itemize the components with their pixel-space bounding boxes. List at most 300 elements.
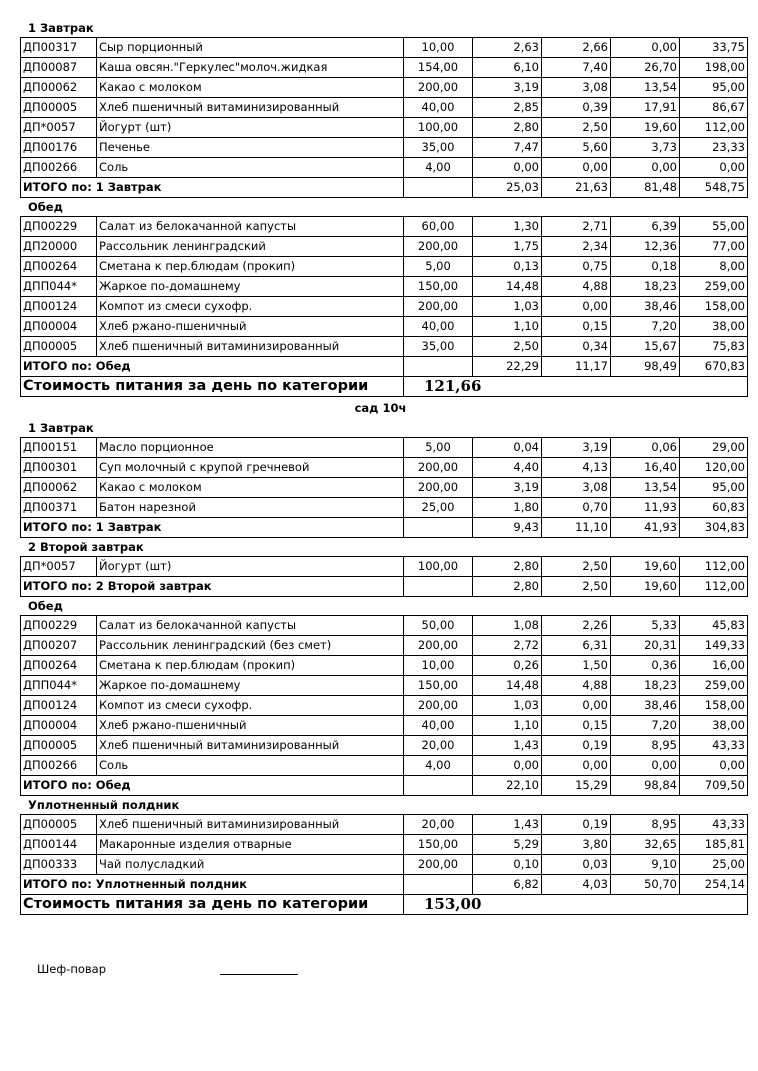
proteins: 1,43 bbox=[473, 736, 542, 756]
carbohydrates: 6,39 bbox=[611, 217, 680, 237]
total-proteins: 2,80 bbox=[473, 577, 542, 597]
table-row bbox=[21, 815, 748, 835]
portion-weight: 200,00 bbox=[404, 78, 473, 98]
table-row bbox=[21, 736, 748, 756]
dish-code: ДПП044* bbox=[21, 277, 97, 297]
dish-name: Макаронные изделия отварные bbox=[97, 835, 404, 855]
table-row bbox=[21, 78, 748, 98]
total-label: ИТОГО по: Уплотненный полдник bbox=[21, 875, 404, 895]
carbohydrates: 16,40 bbox=[611, 458, 680, 478]
dish-code: ДП00124 bbox=[21, 297, 97, 317]
total-row bbox=[21, 357, 748, 377]
total-weight bbox=[404, 875, 473, 895]
calories: 112,00 bbox=[680, 118, 748, 138]
carbohydrates: 18,23 bbox=[611, 676, 680, 696]
calories: 120,00 bbox=[680, 458, 748, 478]
calories: 43,33 bbox=[680, 815, 748, 835]
dish-code: ДП00266 bbox=[21, 158, 97, 178]
dish-name: Жаркое по-домашнему bbox=[97, 277, 404, 297]
fats: 5,60 bbox=[542, 138, 611, 158]
proteins: 5,29 bbox=[473, 835, 542, 855]
carbohydrates: 0,00 bbox=[611, 38, 680, 58]
dish-code: ДП00004 bbox=[21, 716, 97, 736]
dish-code: ДП00004 bbox=[21, 317, 97, 337]
carbohydrates: 5,33 bbox=[611, 616, 680, 636]
carbohydrates: 13,54 bbox=[611, 78, 680, 98]
fats: 0,34 bbox=[542, 337, 611, 357]
portion-weight: 100,00 bbox=[404, 557, 473, 577]
dish-code: ДП00005 bbox=[21, 337, 97, 357]
calories: 95,00 bbox=[680, 478, 748, 498]
carbohydrates: 19,60 bbox=[611, 557, 680, 577]
carbohydrates: 9,10 bbox=[611, 855, 680, 875]
carbohydrates: 38,46 bbox=[611, 696, 680, 716]
dish-name: Чай полусладкий bbox=[97, 855, 404, 875]
category-title: сад 10ч bbox=[354, 401, 407, 415]
carbohydrates: 0,18 bbox=[611, 257, 680, 277]
dish-name: Соль bbox=[97, 158, 404, 178]
fats: 0,00 bbox=[542, 756, 611, 776]
total-calories: 254,14 bbox=[680, 875, 748, 895]
total-label: ИТОГО по: 2 Второй завтрак bbox=[21, 577, 404, 597]
dish-code: ДП00151 bbox=[21, 438, 97, 458]
proteins: 1,80 bbox=[473, 498, 542, 518]
dish-name: Хлеб пшеничный витаминизированный bbox=[97, 736, 404, 756]
dish-code: ДП00266 bbox=[21, 756, 97, 776]
meal-section-title: 2 Второй завтрак bbox=[28, 540, 144, 554]
portion-weight: 50,00 bbox=[404, 616, 473, 636]
portion-weight: 40,00 bbox=[404, 98, 473, 118]
calories: 86,67 bbox=[680, 98, 748, 118]
carbohydrates: 26,70 bbox=[611, 58, 680, 78]
fats: 0,03 bbox=[542, 855, 611, 875]
table-row bbox=[21, 557, 748, 577]
dish-code: ДП*0057 bbox=[21, 557, 97, 577]
cost-label: Стоимость питания за день по категории bbox=[21, 377, 404, 397]
portion-weight: 10,00 bbox=[404, 656, 473, 676]
table-row bbox=[21, 676, 748, 696]
portion-weight: 100,00 bbox=[404, 118, 473, 138]
dish-name: Жаркое по-домашнему bbox=[97, 676, 404, 696]
dish-name: Суп молочный с крупой гречневой bbox=[97, 458, 404, 478]
fats: 2,66 bbox=[542, 38, 611, 58]
meal-table bbox=[20, 216, 748, 397]
carbohydrates: 3,73 bbox=[611, 138, 680, 158]
proteins: 2,50 bbox=[473, 337, 542, 357]
calories: 0,00 bbox=[680, 158, 748, 178]
total-row bbox=[21, 577, 748, 597]
total-carbohydrates: 50,70 bbox=[611, 875, 680, 895]
fats: 6,31 bbox=[542, 636, 611, 656]
table-row bbox=[21, 855, 748, 875]
dish-code: ДП00333 bbox=[21, 855, 97, 875]
total-fats: 2,50 bbox=[542, 577, 611, 597]
fats: 0,19 bbox=[542, 736, 611, 756]
fats: 0,00 bbox=[542, 696, 611, 716]
total-weight bbox=[404, 776, 473, 796]
total-proteins: 22,29 bbox=[473, 357, 542, 377]
dish-name: Хлеб пшеничный витаминизированный bbox=[97, 815, 404, 835]
total-row bbox=[21, 178, 748, 198]
table-row bbox=[21, 438, 748, 458]
calories: 55,00 bbox=[680, 217, 748, 237]
table-row bbox=[21, 636, 748, 656]
cost-row bbox=[21, 377, 748, 397]
total-proteins: 9,43 bbox=[473, 518, 542, 538]
dish-name: Печенье bbox=[97, 138, 404, 158]
proteins: 3,19 bbox=[473, 478, 542, 498]
proteins: 1,10 bbox=[473, 317, 542, 337]
proteins: 1,30 bbox=[473, 217, 542, 237]
portion-weight: 150,00 bbox=[404, 277, 473, 297]
total-label: ИТОГО по: Обед bbox=[21, 776, 404, 796]
proteins: 4,40 bbox=[473, 458, 542, 478]
fats: 2,26 bbox=[542, 616, 611, 636]
proteins: 2,80 bbox=[473, 118, 542, 138]
dish-name: Масло порционное bbox=[97, 438, 404, 458]
chef-signature-label: Шеф-повар bbox=[37, 962, 107, 976]
dish-code: ДП00144 bbox=[21, 835, 97, 855]
dish-name: Соль bbox=[97, 756, 404, 776]
table-row bbox=[21, 217, 748, 237]
dish-name: Компот из смеси сухофр. bbox=[97, 297, 404, 317]
proteins: 2,85 bbox=[473, 98, 542, 118]
portion-weight: 5,00 bbox=[404, 257, 473, 277]
fats: 7,40 bbox=[542, 58, 611, 78]
total-carbohydrates: 98,84 bbox=[611, 776, 680, 796]
total-row bbox=[21, 518, 748, 538]
calories: 112,00 bbox=[680, 557, 748, 577]
dish-code: ДП00062 bbox=[21, 78, 97, 98]
calories: 33,75 bbox=[680, 38, 748, 58]
dish-name: Хлеб пшеничный витаминизированный bbox=[97, 98, 404, 118]
table-row bbox=[21, 158, 748, 178]
cost-value: 121,66 bbox=[404, 377, 748, 397]
portion-weight: 40,00 bbox=[404, 716, 473, 736]
table-row bbox=[21, 38, 748, 58]
fats: 3,80 bbox=[542, 835, 611, 855]
calories: 16,00 bbox=[680, 656, 748, 676]
proteins: 2,80 bbox=[473, 557, 542, 577]
portion-weight: 10,00 bbox=[404, 38, 473, 58]
portion-weight: 4,00 bbox=[404, 756, 473, 776]
calories: 77,00 bbox=[680, 237, 748, 257]
table-row bbox=[21, 297, 748, 317]
portion-weight: 200,00 bbox=[404, 237, 473, 257]
meal-section-title: 1 Завтрак bbox=[28, 21, 94, 35]
total-proteins: 22,10 bbox=[473, 776, 542, 796]
portion-weight: 5,00 bbox=[404, 438, 473, 458]
dish-name: Компот из смеси сухофр. bbox=[97, 696, 404, 716]
fats: 0,75 bbox=[542, 257, 611, 277]
dish-code: ДП00005 bbox=[21, 736, 97, 756]
carbohydrates: 7,20 bbox=[611, 317, 680, 337]
proteins: 7,47 bbox=[473, 138, 542, 158]
carbohydrates: 0,00 bbox=[611, 756, 680, 776]
dish-name: Хлеб пшеничный витаминизированный bbox=[97, 337, 404, 357]
calories: 45,83 bbox=[680, 616, 748, 636]
meal-section-title: Уплотненный полдник bbox=[28, 798, 180, 812]
dish-name: Хлеб ржано-пшеничный bbox=[97, 716, 404, 736]
calories: 43,33 bbox=[680, 736, 748, 756]
carbohydrates: 0,00 bbox=[611, 158, 680, 178]
portion-weight: 200,00 bbox=[404, 636, 473, 656]
table-row bbox=[21, 138, 748, 158]
table-row bbox=[21, 277, 748, 297]
fats: 3,08 bbox=[542, 478, 611, 498]
fats: 4,13 bbox=[542, 458, 611, 478]
calories: 38,00 bbox=[680, 716, 748, 736]
carbohydrates: 18,23 bbox=[611, 277, 680, 297]
total-fats: 21,63 bbox=[542, 178, 611, 198]
portion-weight: 200,00 bbox=[404, 297, 473, 317]
table-row bbox=[21, 696, 748, 716]
table-row bbox=[21, 58, 748, 78]
fats: 2,34 bbox=[542, 237, 611, 257]
fats: 0,00 bbox=[542, 297, 611, 317]
dish-code: ДП00301 bbox=[21, 458, 97, 478]
meal-section-title: Обед bbox=[28, 599, 63, 613]
total-calories: 112,00 bbox=[680, 577, 748, 597]
cost-row bbox=[21, 895, 748, 915]
dish-name: Батон нарезной bbox=[97, 498, 404, 518]
proteins: 6,10 bbox=[473, 58, 542, 78]
portion-weight: 20,00 bbox=[404, 815, 473, 835]
proteins: 1,43 bbox=[473, 815, 542, 835]
proteins: 1,75 bbox=[473, 237, 542, 257]
total-proteins: 25,03 bbox=[473, 178, 542, 198]
calories: 25,00 bbox=[680, 855, 748, 875]
dish-code: ДП00229 bbox=[21, 616, 97, 636]
carbohydrates: 17,91 bbox=[611, 98, 680, 118]
dish-name: Йогурт (шт) bbox=[97, 118, 404, 138]
calories: 158,00 bbox=[680, 297, 748, 317]
proteins: 2,63 bbox=[473, 38, 542, 58]
carbohydrates: 0,36 bbox=[611, 656, 680, 676]
dish-name: Рассольник ленинградский (без смет) bbox=[97, 636, 404, 656]
meal-table bbox=[20, 556, 748, 597]
calories: 60,83 bbox=[680, 498, 748, 518]
portion-weight: 25,00 bbox=[404, 498, 473, 518]
meal-table bbox=[20, 437, 748, 538]
total-weight bbox=[404, 577, 473, 597]
table-row bbox=[21, 337, 748, 357]
table-row bbox=[21, 478, 748, 498]
proteins: 0,00 bbox=[473, 756, 542, 776]
proteins: 2,72 bbox=[473, 636, 542, 656]
dish-name: Сметана к пер.блюдам (прокип) bbox=[97, 257, 404, 277]
portion-weight: 154,00 bbox=[404, 58, 473, 78]
proteins: 0,04 bbox=[473, 438, 542, 458]
dish-code: ДП00207 bbox=[21, 636, 97, 656]
total-weight bbox=[404, 178, 473, 198]
fats: 2,50 bbox=[542, 118, 611, 138]
calories: 185,81 bbox=[680, 835, 748, 855]
fats: 1,50 bbox=[542, 656, 611, 676]
menu-document bbox=[20, 19, 745, 915]
carbohydrates: 7,20 bbox=[611, 716, 680, 736]
portion-weight: 200,00 bbox=[404, 696, 473, 716]
dish-name: Салат из белокачанной капусты bbox=[97, 217, 404, 237]
portion-weight: 200,00 bbox=[404, 478, 473, 498]
total-calories: 670,83 bbox=[680, 357, 748, 377]
fats: 0,15 bbox=[542, 716, 611, 736]
calories: 198,00 bbox=[680, 58, 748, 78]
portion-weight: 35,00 bbox=[404, 337, 473, 357]
fats: 0,19 bbox=[542, 815, 611, 835]
dish-name: Каша овсян."Геркулес"молоч.жидкая bbox=[97, 58, 404, 78]
fats: 2,71 bbox=[542, 217, 611, 237]
proteins: 1,08 bbox=[473, 616, 542, 636]
calories: 38,00 bbox=[680, 317, 748, 337]
proteins: 3,19 bbox=[473, 78, 542, 98]
carbohydrates: 8,95 bbox=[611, 736, 680, 756]
calories: 75,83 bbox=[680, 337, 748, 357]
carbohydrates: 0,06 bbox=[611, 438, 680, 458]
dish-code: ДП20000 bbox=[21, 237, 97, 257]
calories: 8,00 bbox=[680, 257, 748, 277]
total-weight bbox=[404, 518, 473, 538]
table-row bbox=[21, 656, 748, 676]
table-row bbox=[21, 118, 748, 138]
carbohydrates: 11,93 bbox=[611, 498, 680, 518]
calories: 23,33 bbox=[680, 138, 748, 158]
total-fats: 11,10 bbox=[542, 518, 611, 538]
table-row bbox=[21, 458, 748, 478]
total-weight bbox=[404, 357, 473, 377]
calories: 158,00 bbox=[680, 696, 748, 716]
dish-name: Какао с молоком bbox=[97, 78, 404, 98]
total-label: ИТОГО по: 1 Завтрак bbox=[21, 178, 404, 198]
proteins: 0,13 bbox=[473, 257, 542, 277]
meal-table bbox=[20, 814, 748, 915]
calories: 95,00 bbox=[680, 78, 748, 98]
table-row bbox=[21, 257, 748, 277]
total-row bbox=[21, 776, 748, 796]
portion-weight: 40,00 bbox=[404, 317, 473, 337]
portion-weight: 35,00 bbox=[404, 138, 473, 158]
carbohydrates: 32,65 bbox=[611, 835, 680, 855]
carbohydrates: 38,46 bbox=[611, 297, 680, 317]
table-row bbox=[21, 756, 748, 776]
proteins: 14,48 bbox=[473, 676, 542, 696]
dish-code: ДП00264 bbox=[21, 257, 97, 277]
total-label: ИТОГО по: Обед bbox=[21, 357, 404, 377]
total-carbohydrates: 19,60 bbox=[611, 577, 680, 597]
table-row bbox=[21, 498, 748, 518]
dish-code: ДП00371 bbox=[21, 498, 97, 518]
table-row bbox=[21, 317, 748, 337]
total-row bbox=[21, 875, 748, 895]
dish-code: ДП00176 bbox=[21, 138, 97, 158]
dish-name: Салат из белокачанной капусты bbox=[97, 616, 404, 636]
carbohydrates: 8,95 bbox=[611, 815, 680, 835]
proteins: 0,26 bbox=[473, 656, 542, 676]
fats: 4,88 bbox=[542, 676, 611, 696]
meal-table bbox=[20, 615, 748, 796]
total-fats: 4,03 bbox=[542, 875, 611, 895]
carbohydrates: 19,60 bbox=[611, 118, 680, 138]
portion-weight: 20,00 bbox=[404, 736, 473, 756]
cost-value: 153,00 bbox=[404, 895, 748, 915]
total-fats: 15,29 bbox=[542, 776, 611, 796]
meal-table bbox=[20, 37, 748, 198]
cost-label: Стоимость питания за день по категории bbox=[21, 895, 404, 915]
carbohydrates: 20,31 bbox=[611, 636, 680, 656]
dish-code: ДП00005 bbox=[21, 98, 97, 118]
carbohydrates: 12,36 bbox=[611, 237, 680, 257]
fats: 2,50 bbox=[542, 557, 611, 577]
fats: 0,00 bbox=[542, 158, 611, 178]
total-carbohydrates: 98,49 bbox=[611, 357, 680, 377]
dish-name: Йогурт (шт) bbox=[97, 557, 404, 577]
table-row bbox=[21, 616, 748, 636]
total-calories: 548,75 bbox=[680, 178, 748, 198]
total-proteins: 6,82 bbox=[473, 875, 542, 895]
table-row bbox=[21, 237, 748, 257]
dish-name: Какао с молоком bbox=[97, 478, 404, 498]
fats: 3,08 bbox=[542, 78, 611, 98]
total-carbohydrates: 41,93 bbox=[611, 518, 680, 538]
fats: 4,88 bbox=[542, 277, 611, 297]
calories: 259,00 bbox=[680, 676, 748, 696]
portion-weight: 150,00 bbox=[404, 835, 473, 855]
signature-line bbox=[220, 974, 298, 975]
meal-section-title: Обед bbox=[28, 200, 63, 214]
fats: 0,15 bbox=[542, 317, 611, 337]
dish-name: Сметана к пер.блюдам (прокип) bbox=[97, 656, 404, 676]
total-label: ИТОГО по: 1 Завтрак bbox=[21, 518, 404, 538]
carbohydrates: 13,54 bbox=[611, 478, 680, 498]
portion-weight: 200,00 bbox=[404, 855, 473, 875]
calories: 259,00 bbox=[680, 277, 748, 297]
dish-name: Хлеб ржано-пшеничный bbox=[97, 317, 404, 337]
dish-code: ДПП044* bbox=[21, 676, 97, 696]
portion-weight: 4,00 bbox=[404, 158, 473, 178]
calories: 29,00 bbox=[680, 438, 748, 458]
proteins: 0,10 bbox=[473, 855, 542, 875]
proteins: 0,00 bbox=[473, 158, 542, 178]
fats: 3,19 bbox=[542, 438, 611, 458]
fats: 0,70 bbox=[542, 498, 611, 518]
calories: 149,33 bbox=[680, 636, 748, 656]
total-fats: 11,17 bbox=[542, 357, 611, 377]
dish-code: ДП00229 bbox=[21, 217, 97, 237]
total-calories: 709,50 bbox=[680, 776, 748, 796]
dish-code: ДП00124 bbox=[21, 696, 97, 716]
dish-code: ДП00317 bbox=[21, 38, 97, 58]
proteins: 1,03 bbox=[473, 297, 542, 317]
dish-code: ДП00062 bbox=[21, 478, 97, 498]
dish-code: ДП00087 bbox=[21, 58, 97, 78]
total-calories: 304,83 bbox=[680, 518, 748, 538]
table-row bbox=[21, 716, 748, 736]
dish-code: ДП00005 bbox=[21, 815, 97, 835]
table-row bbox=[21, 98, 748, 118]
dish-name: Рассольник ленинградский bbox=[97, 237, 404, 257]
fats: 0,39 bbox=[542, 98, 611, 118]
portion-weight: 60,00 bbox=[404, 217, 473, 237]
dish-code: ДП*0057 bbox=[21, 118, 97, 138]
proteins: 14,48 bbox=[473, 277, 542, 297]
table-row bbox=[21, 835, 748, 855]
dish-name: Сыр порционный bbox=[97, 38, 404, 58]
carbohydrates: 15,67 bbox=[611, 337, 680, 357]
portion-weight: 150,00 bbox=[404, 676, 473, 696]
total-carbohydrates: 81,48 bbox=[611, 178, 680, 198]
portion-weight: 200,00 bbox=[404, 458, 473, 478]
proteins: 1,03 bbox=[473, 696, 542, 716]
